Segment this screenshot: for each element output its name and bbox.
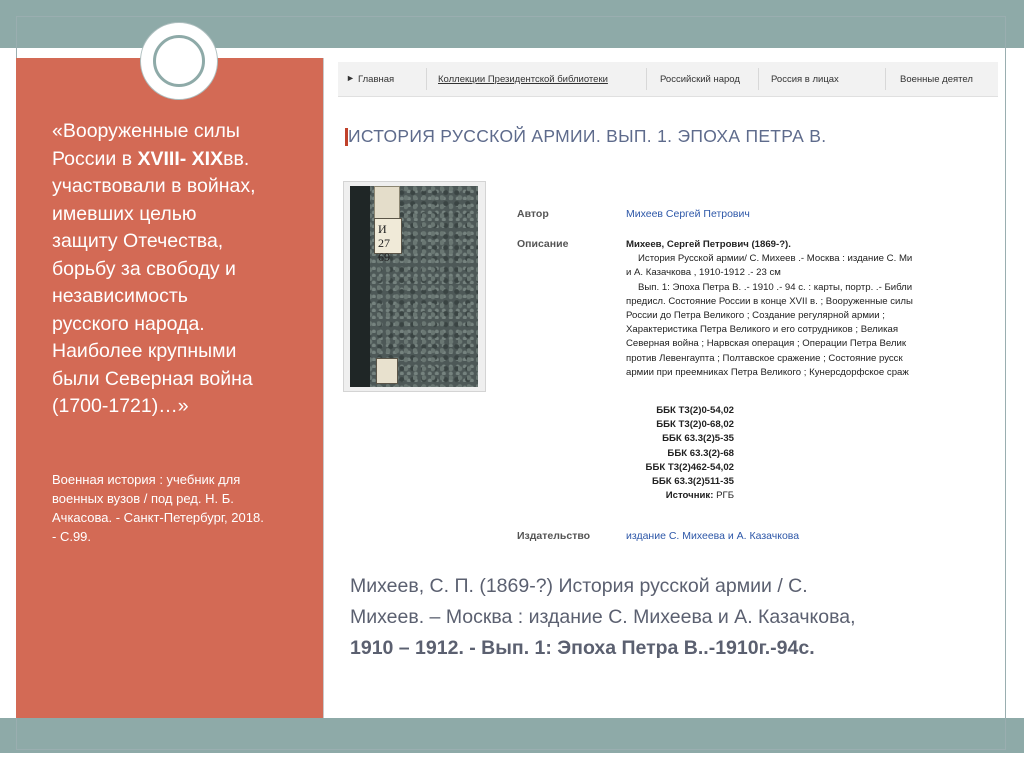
source-line: военных вузов / под ред. Н. Б. [52,491,234,506]
bbk-code: ББК 63.3(2)511-35 [651,476,734,488]
source-value: РГБ [716,490,734,502]
source-label: Источник: [665,490,714,502]
bbk-code: ББК 63.3(2)-68 [667,447,734,459]
bbk-code: ББК Т3(2)0-54,02 [656,405,734,416]
breadcrumb-people[interactable]: Российский народ [660,74,740,85]
breadcrumb-military[interactable]: Военные деятел [900,74,973,85]
quote-line: защиту Отечества, [52,230,224,252]
quote-line: русского народа. [52,312,205,335]
quote-line: независимость [52,285,188,307]
source-line: Военная история : учебник для [52,472,241,487]
breadcrumb-home[interactable]: Главная [358,74,395,85]
source-line: Ачкасова. - Санкт-Петербург, 2018. [52,510,264,525]
author-label: Автор [517,208,549,220]
caption-line: Михеев. – Москва : издание С. Михеева и А. Казачкова, [350,606,856,628]
quote-text [52,118,307,421]
quote-line: участвовали в войнах, [52,175,256,197]
publisher-link[interactable]: издание С. Михеева и А. Казачкова [626,530,800,542]
quote-line: борьбу за свободу и [52,257,236,280]
book-spine [350,186,370,387]
description-line: армии при преемниках Петра Великого ; Кунерсдорфское сраж [626,366,909,378]
call-number-tag: И 27 69 [374,218,402,254]
description-text [626,238,998,380]
description-line: История Русской армии/ С. Михеев .- Москва : издание С. Ми [638,253,913,265]
quote-line: «Вооруженные силы [52,120,240,142]
breadcrumb-separator [646,68,647,90]
quote-line: (1700-1721)…» [52,395,189,417]
description-line: против Левенгаупта ; Полтавское сражение ; Состояние русск [626,352,903,364]
description-line: Вып. 1: Эпоха Петра В. .- 1910 .- 94 с. : карты, портр. .- Библи [638,281,913,293]
library-record-screenshot [334,58,998,548]
breadcrumb-separator [426,68,427,90]
description-line: Характеристика Петра Великого и его сотрудников ; Великая [626,324,899,336]
panel-divider [323,58,324,718]
breadcrumb [338,62,998,97]
caption-line: Михеев, С. П. (1869-?) История русской армии / С. [350,575,808,597]
quote-line: имевших целью [52,202,197,225]
quote-centuries: XVIII- XIX [137,147,224,170]
quote-line: вв. [223,147,250,170]
author-link[interactable]: Михеев Сергей Петрович [626,208,750,220]
citation-caption [350,571,1000,664]
description-line: и А. Казачкова , 1910-1912 .- 23 см [626,267,781,279]
bottom-label [376,358,398,384]
breadcrumb-separator [758,68,759,90]
description-line: Северная война ; Нарвская операция ; Операции Петра Велик [626,338,907,350]
quote-source [52,470,307,546]
record-title: ИСТОРИЯ РУССКОЙ АРМИИ. ВЫП. 1. ЭПОХА ПЕТРА В. [348,126,827,146]
bbk-list [574,404,734,503]
breadcrumb-separator [885,68,886,90]
bbk-code: ББК Т3(2)462-54,02 [645,461,734,473]
publisher-label: Издательство [517,530,591,542]
description-line: Михеев, Сергей Петрович (1869-?). [626,239,791,250]
description-line: России до Петра Великого ; Создание регулярной армии ; [626,310,885,322]
bbk-code: ББК 63.3(2)5-35 [662,433,734,445]
source-line: - С.99. [52,529,92,544]
quote-line: Наиболее крупными [52,340,237,362]
breadcrumb-faces[interactable]: Россия в лицах [771,74,839,85]
description-label: Описание [517,238,569,250]
quote-line: России в [52,147,138,170]
quote-line: были Северная война [52,367,253,390]
description-line: предисл. Состояние России в конце XVII в. ; Вооруженные силы [626,295,913,307]
bbk-code: ББК Т3(2)0-68,02 [656,419,734,431]
decorative-circle-icon [153,35,205,87]
breadcrumb-collections[interactable]: Коллекции Президентской библиотеки [438,74,608,85]
home-icon[interactable]: ► [346,73,355,83]
caption-line: 1910 – 1912. - Вып. 1: Эпоха Петра В..-1910г.-94с. [350,637,815,659]
